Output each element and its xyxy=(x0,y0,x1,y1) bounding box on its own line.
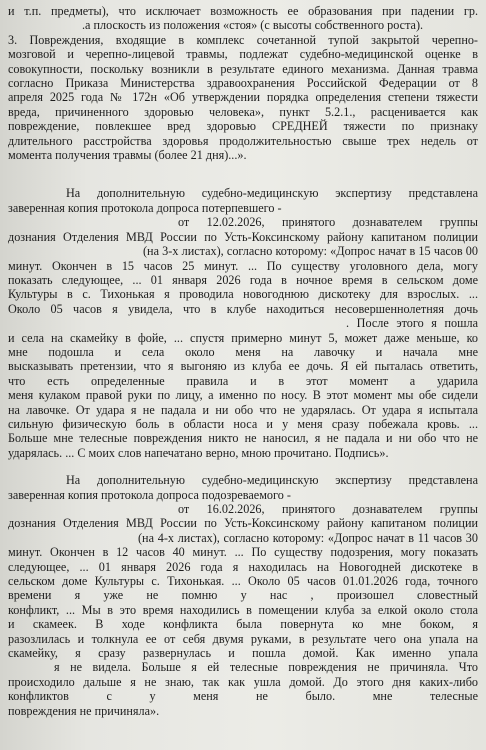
text-line: Культуры в с. Тихонькая я проводила новогоднюю дискотеку для взрослых. ... xyxy=(8,287,478,302)
text-line: 3. Повреждения, входящие в комплекс сочетанной тупой закрытой черепно- xyxy=(8,32,478,47)
text-line: разозлилась и толкнула ее от себя двумя руками, в результате чего она упала на xyxy=(8,631,478,646)
text-line: сельском доме Культуры с. Тихонькая. ... Около 05 часов 01.01.2026 года, точного xyxy=(8,574,478,589)
text-line: На дополнительную судебно-медицинскую экспертизу представлена xyxy=(66,473,478,488)
text-line: заверенная копия протокола допроса подозреваемого - xyxy=(8,487,291,502)
victim-testimony-paragraph xyxy=(8,186,478,460)
text-line: конфликт, ... Мы в это время находились в помещении клуба за елкой около стола xyxy=(8,602,478,617)
text-line: совокупности, поскольку возникли в результате единого механизма. Данная травма xyxy=(8,61,478,76)
text-line: повреждения не причиняла». xyxy=(8,703,160,718)
text-line: дознания Отделения МВД России по Усть-Коксинскому району капитаном полиции xyxy=(8,516,478,531)
text-line: апреля 2025 года № 172н «Об утверждении порядка определения степени тяжести xyxy=(8,90,478,105)
text-line: меня кулаком правой руки по лицу, а именно по носу. В этот момент мы обе сидели xyxy=(8,388,478,403)
text-line: согласно Приказа Министерства здравоохранения Российской Федерации от 8 xyxy=(8,76,478,91)
text-line: мозговой и черепно-лицевой травмы, подлежат судебно-медицинской оценке в xyxy=(8,47,478,62)
text-line: момента получения травмы (более 21 дня)...». xyxy=(8,148,247,163)
text-line: происходило дальше я не знаю, так как ушла домой. До этого дня каких-либо xyxy=(8,674,478,689)
text-line: Больше мне телесные повреждения никто не наносил, я не падала и ни обо что не xyxy=(8,431,478,446)
text-line: дознания Отделения МВД России по Усть-Коксинскому району капитаном полиции xyxy=(8,229,478,244)
text-line: повреждение, повлекшее вред здоровью СРЕДНЕЙ тяжести по признаку xyxy=(8,119,478,134)
text-line: показать следующее, ... 01 января 2026 года в ночное время в сельском доме xyxy=(8,272,478,287)
text-line: (на 3-х листах), согласно которому: «Допрос начат в 15 часов 00 xyxy=(143,244,478,259)
text-line: вреда, причиненного здоровью человека», пункт 5.2.1., расценивается как xyxy=(8,104,478,119)
text-line: и т.п. предметы), что исключает возможность ее образования при падении гр. xyxy=(8,4,478,18)
text-line: Около 05 часов я увидела, что в клубе находиться несовершеннолетняя дочь xyxy=(8,301,478,316)
text-line: что есть определенные правила и в этот момент а ударила xyxy=(8,373,478,388)
text-line: на лавочке. От удара я не падала и ни обо что не ударялась. От удара я испытала xyxy=(8,402,478,417)
text-line: ударялась. ... С моих слов напечатано верно, мною прочитано. Подпись». xyxy=(8,445,389,460)
text-line: минут. Окончен в 15 часов 25 минут. ... По существу уголовного дела, могу xyxy=(8,258,478,273)
text-line: и села на скамейку в фойе, ... спустя примерно минут 5, может даже меньше, ко xyxy=(8,330,478,345)
text-line: времени я уже не помню у нас , произошел словестный xyxy=(8,588,478,603)
text-line: заверенная копия протокола допроса потерпевшего - xyxy=(8,200,282,215)
text-line: конфликтов с у меня не было. мне телесные xyxy=(8,689,478,704)
expert-conclusion-excerpt xyxy=(8,4,478,162)
text-line: я не видела. Больше я ей телесные повреждения не причиняла. Что xyxy=(54,660,478,675)
text-line: высказывать претензии, что я выгоняю из клуба ее дочь. Я ей пыталась ответить, xyxy=(8,359,478,374)
text-line: минут. Окончен в 12 часов 40 минут. ... По существу подозрения, могу показать xyxy=(8,545,478,560)
text-line: от 12.02.2026, принятого дознавателем группы xyxy=(178,215,478,230)
text-line: скамейку, я сразу развернулась и пошла домой. Как именно упала xyxy=(8,646,478,661)
text-line: следующее, ... 01 января 2026 года я находилась на Новогодней дискотеке в xyxy=(8,559,478,574)
text-line: На дополнительную судебно-медицинскую экспертизу представлена xyxy=(66,186,478,201)
text-line: (на 4-х листах), согласно которому: «Допрос начат в 11 часов 30 xyxy=(138,530,478,545)
suspect-testimony-paragraph xyxy=(8,473,478,718)
text-line: . После этого я пошла xyxy=(346,316,478,331)
text-line: и скамеек. В ходе конфликта была повернута ко мне боком, я xyxy=(8,617,478,632)
text-line: длительного расстройства здоровья продолжительностью свыше трех недель от xyxy=(8,133,478,148)
text-line: .а плоскость из положения «стоя» (с высоты собственного роста). xyxy=(82,18,424,33)
text-line: сильную физическую боль в области носа и у меня сразу побежала кровь. ... xyxy=(8,416,478,431)
text-line: мне подошла и села около меня на лавочку и начала мне xyxy=(8,344,478,359)
text-line: от 16.02.2026, принятого дознавателем группы xyxy=(178,502,478,516)
